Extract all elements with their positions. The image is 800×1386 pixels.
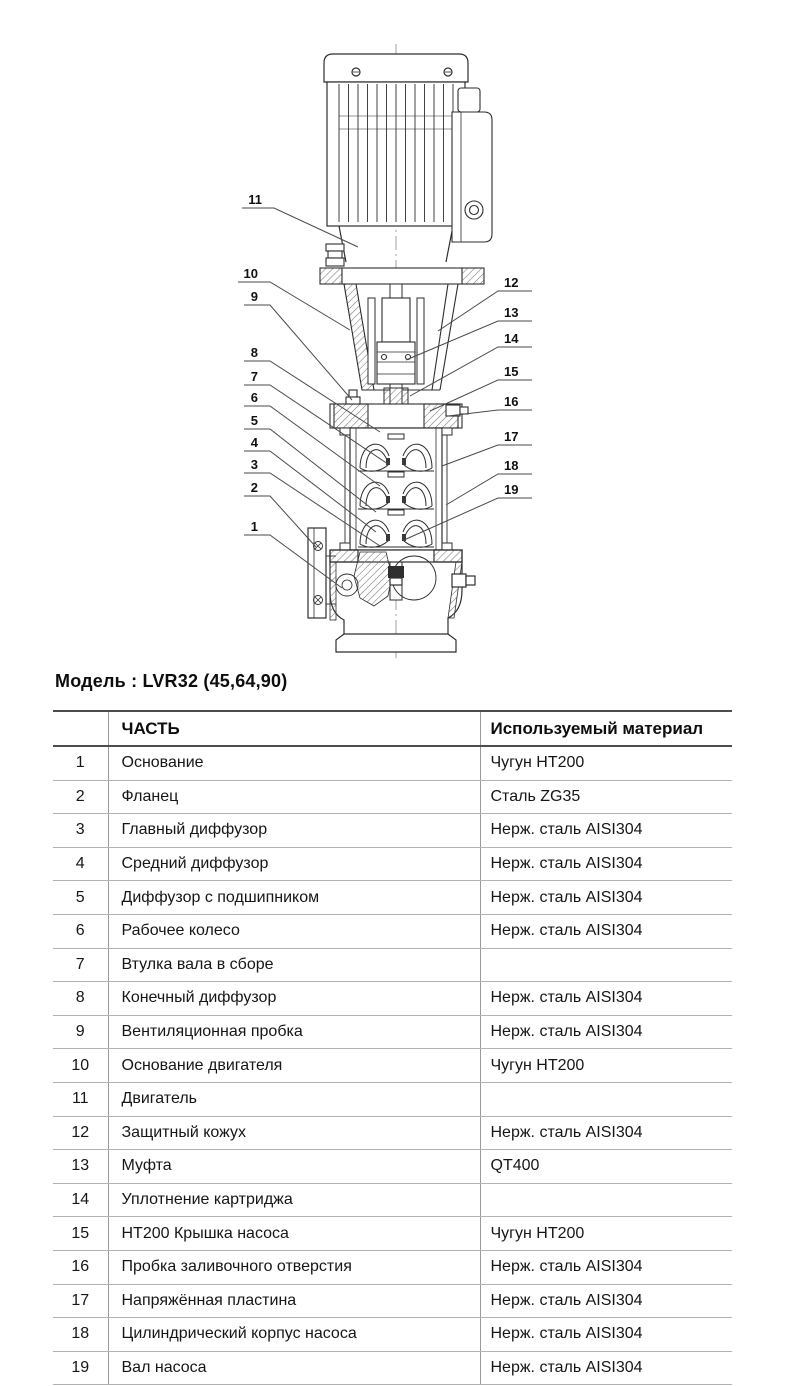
table-row	[53, 1049, 732, 1083]
material-cell: Нерж. сталь AISI304	[480, 982, 732, 1016]
table-row	[53, 1351, 732, 1385]
table-row	[53, 948, 732, 982]
table-row	[53, 1116, 732, 1150]
cartridge-seal	[384, 388, 408, 404]
part-cell: Двигатель	[108, 1082, 480, 1116]
motor-terminal-box	[452, 88, 492, 242]
material-cell	[480, 1183, 732, 1217]
callout-17: 17	[504, 429, 519, 444]
table-row	[53, 1284, 732, 1318]
row-num: 18	[53, 1318, 108, 1352]
material-cell: Нерж. сталь AISI304	[480, 1318, 732, 1352]
material-cell	[480, 1082, 732, 1116]
callout-11: 11	[248, 192, 262, 207]
row-num: 12	[53, 1116, 108, 1150]
table-row	[53, 1015, 732, 1049]
part-cell: HT200 Крышка насоса	[108, 1217, 480, 1251]
shaft-end-seal	[388, 566, 404, 578]
material-cell: Нерж. сталь AISI304	[480, 1351, 732, 1385]
material-cell: QT400	[480, 1150, 732, 1184]
part-cell: Пробка заливочного отверстия	[108, 1250, 480, 1284]
callout-18: 18	[504, 458, 519, 473]
model-title: Модель : LVR32 (45,64,90)	[55, 671, 288, 691]
callout-10: 10	[243, 266, 258, 281]
pump-diagram	[0, 0, 800, 665]
table-row	[53, 1082, 732, 1116]
table-row	[53, 847, 732, 881]
material-cell: Нерж. сталь AISI304	[480, 1284, 732, 1318]
header-part: ЧАСТЬ	[108, 711, 480, 746]
row-num: 1	[53, 746, 108, 780]
table-row	[53, 1318, 732, 1352]
material-cell: Чугун HT200	[480, 1049, 732, 1083]
row-num: 15	[53, 1217, 108, 1251]
part-cell: Вентиляционная пробка	[108, 1015, 480, 1049]
callout-1: 1	[250, 519, 258, 534]
table-row	[53, 1150, 732, 1184]
callout-3: 3	[250, 457, 258, 472]
table-row	[53, 982, 732, 1016]
row-num: 13	[53, 1150, 108, 1184]
table-row	[53, 1183, 732, 1217]
table-row	[53, 780, 732, 814]
callout-6: 6	[250, 390, 258, 405]
row-num: 6	[53, 914, 108, 948]
part-cell: Конечный диффузор	[108, 982, 480, 1016]
callout-8: 8	[250, 345, 258, 360]
part-cell: Рабочее колесо	[108, 914, 480, 948]
callout-19: 19	[504, 482, 519, 497]
part-cell: Уплотнение картриджа	[108, 1183, 480, 1217]
part-cell: Защитный кожух	[108, 1116, 480, 1150]
row-num: 2	[53, 780, 108, 814]
material-cell: Нерж. сталь AISI304	[480, 847, 732, 881]
coupling	[377, 298, 415, 384]
parts-table	[53, 710, 732, 1385]
material-cell: Нерж. сталь AISI304	[480, 814, 732, 848]
header-num	[53, 711, 108, 746]
drain-plug	[452, 574, 475, 587]
material-cell: Нерж. сталь AISI304	[480, 1250, 732, 1284]
row-num: 17	[53, 1284, 108, 1318]
callout-9: 9	[250, 289, 258, 304]
row-num: 4	[53, 847, 108, 881]
row-num: 16	[53, 1250, 108, 1284]
part-cell: Муфта	[108, 1150, 480, 1184]
material-cell: Нерж. сталь AISI304	[480, 881, 732, 915]
table-row	[53, 746, 732, 780]
part-cell: Напряжённая пластина	[108, 1284, 480, 1318]
material-cell: Нерж. сталь AISI304	[480, 914, 732, 948]
table-header-row	[53, 711, 732, 746]
material-cell: Сталь ZG35	[480, 780, 732, 814]
part-cell: Главный диффузор	[108, 814, 480, 848]
row-num: 7	[53, 948, 108, 982]
motor-stool-flange	[320, 244, 484, 284]
row-num: 10	[53, 1049, 108, 1083]
part-cell: Основание двигателя	[108, 1049, 480, 1083]
pump-cylinder	[340, 428, 452, 556]
row-num: 3	[53, 814, 108, 848]
table-row	[53, 814, 732, 848]
row-num: 19	[53, 1351, 108, 1385]
pump-cross-section-drawing	[0, 0, 800, 665]
material-cell: Чугун HT200	[480, 746, 732, 780]
row-num: 5	[53, 881, 108, 915]
callout-2: 2	[250, 480, 258, 495]
callout-16: 16	[504, 394, 519, 409]
table-row	[53, 1250, 732, 1284]
callout-12: 12	[504, 275, 519, 290]
header-material: Используемый материал	[480, 711, 732, 746]
row-num: 11	[53, 1082, 108, 1116]
row-num: 14	[53, 1183, 108, 1217]
part-cell: Втулка вала в сборе	[108, 948, 480, 982]
callout-5: 5	[250, 413, 258, 428]
callout-14: 14	[504, 331, 519, 346]
part-cell: Диффузор с подшипником	[108, 881, 480, 915]
callout-15: 15	[504, 364, 519, 379]
part-cell: Средний диффузор	[108, 847, 480, 881]
material-cell: Чугун HT200	[480, 1217, 732, 1251]
part-cell: Фланец	[108, 780, 480, 814]
row-num: 8	[53, 982, 108, 1016]
material-cell: Нерж. сталь AISI304	[480, 1116, 732, 1150]
part-cell: Основание	[108, 746, 480, 780]
material-cell: Нерж. сталь AISI304	[480, 1015, 732, 1049]
flow-passage-section	[354, 552, 392, 606]
table-row	[53, 914, 732, 948]
stud-bolt	[326, 244, 344, 266]
callout-4: 4	[250, 435, 258, 450]
table-row	[53, 1217, 732, 1251]
part-cell: Цилиндрический корпус насоса	[108, 1318, 480, 1352]
part-cell: Вал насоса	[108, 1351, 480, 1385]
callout-7: 7	[250, 369, 258, 384]
material-cell	[480, 948, 732, 982]
table-row	[53, 881, 732, 915]
vent-plug	[346, 390, 360, 404]
callout-13: 13	[504, 305, 519, 320]
row-num: 9	[53, 1015, 108, 1049]
